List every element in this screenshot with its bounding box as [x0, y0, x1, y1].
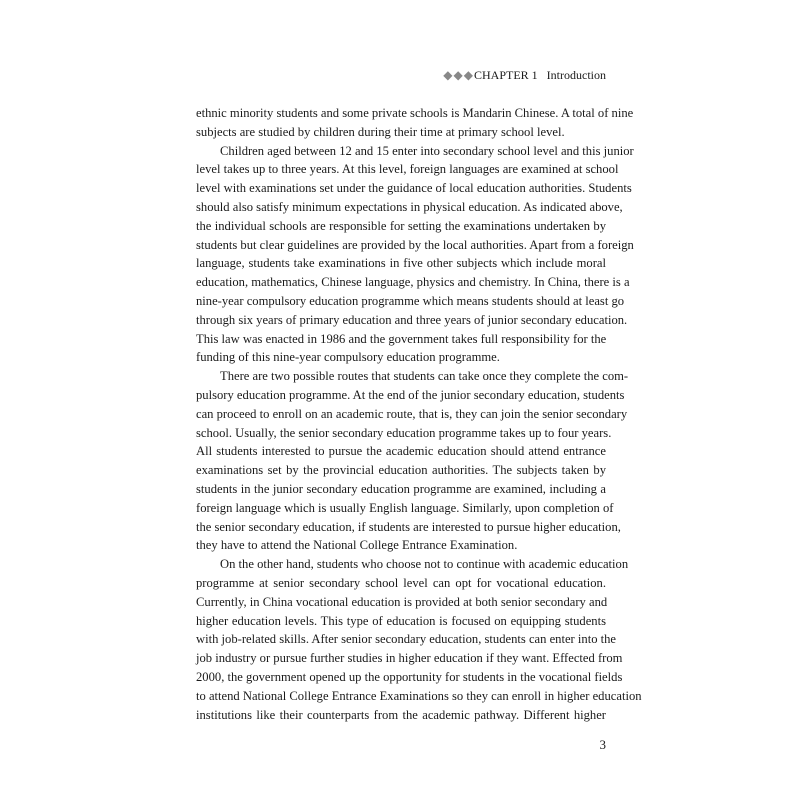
- diamond-ornament-icon: ◆◆◆: [443, 68, 474, 82]
- text-line: level takes up to three years. At this level, foreign languages are examined at school: [196, 162, 619, 177]
- text-line: the individual schools are responsible for setting the examinations undertaken by: [196, 218, 606, 233]
- text-line: 2000, the government opened up the opportunity for students in the vocational fields: [196, 669, 623, 684]
- text-line: through six years of primary education and three years of junior secondary education.: [196, 312, 628, 327]
- text-line: ethnic minority students and some private schools is Mandarin Chinese. A total of nine: [196, 106, 634, 120]
- text-line: students in the junior secondary education programme are examined, including a: [196, 481, 606, 496]
- text-line: education, mathematics, Chinese language, physics and chemistry. In China, there is a: [196, 275, 630, 290]
- text-line: school. Usually, the senior secondary education programme takes up to four years.: [196, 425, 612, 440]
- text-line: should also satisfy minimum expectations in physical education. As indicated above,: [196, 199, 623, 214]
- body-text: [196, 104, 642, 724]
- text-line: programme at senior secondary school level can opt for vocational education.: [196, 575, 606, 590]
- page-number: 3: [599, 737, 606, 752]
- text-line: nine-year compulsory education programme which means students should at least go: [196, 293, 625, 308]
- text-line: institutions like their counterparts from the academic pathway. Different higher: [196, 707, 606, 722]
- text-line: students but clear guidelines are provided by the local authorities. Apart from a foreign: [196, 237, 634, 252]
- text-line: level with examinations set under the guidance of local education authorities. Students: [196, 181, 632, 196]
- running-header: [443, 68, 606, 83]
- text-line: funding of this nine-year compulsory education programme.: [196, 350, 500, 365]
- text-line: This law was enacted in 1986 and the government takes full responsibility for the: [196, 331, 607, 346]
- text-line: higher education levels. This type of education is focused on equipping students: [196, 613, 606, 628]
- text-line: Currently, in China vocational education is provided at both senior secondary and: [196, 594, 608, 609]
- text-line: On the other hand, students who choose not to continue with academic education: [220, 557, 629, 572]
- chapter-label: CHAPTER 1: [473, 68, 538, 82]
- text-line: There are two possible routes that students can take once they complete the com-: [220, 369, 629, 384]
- chapter-title: Introduction: [546, 68, 606, 82]
- text-line: examinations set by the provincial education authorities. The subjects taken by: [196, 463, 606, 478]
- text-line: pulsory education programme. At the end of the junior secondary education, students: [196, 387, 625, 402]
- text-line: can proceed to enroll on an academic route, that is, they can join the senior secondary: [196, 406, 628, 421]
- text-line: foreign language which is usually English language. Similarly, upon completion of: [196, 500, 614, 515]
- text-line: the senior secondary education, if students are interested to pursue higher education,: [196, 519, 621, 534]
- text-line: to attend National College Entrance Examinations so they can enroll in higher education: [196, 688, 642, 703]
- text-line: with job-related skills. After senior secondary education, students can enter into the: [196, 632, 617, 647]
- text-line: language, students take examinations in five other subjects which include moral: [196, 256, 606, 271]
- text-line: they have to attend the National College Entrance Examination.: [196, 538, 518, 553]
- text-line: Children aged between 12 and 15 enter into secondary school level and this junior: [220, 143, 634, 158]
- text-line: All students interested to pursue the academic education should attend entrance: [196, 444, 606, 459]
- text-line: subjects are studied by children during their time at primary school level.: [196, 124, 565, 139]
- text-line: job industry or pursue further studies in higher education if they want. Effected from: [196, 651, 623, 666]
